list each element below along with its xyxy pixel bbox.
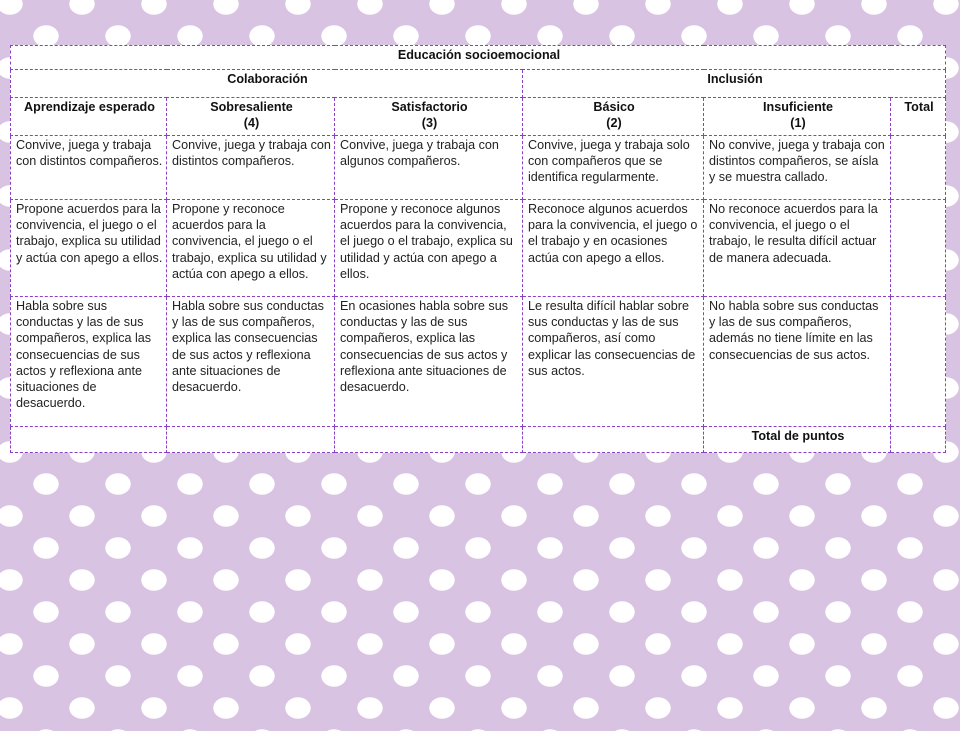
cell-basico: Reconoce algunos acuerdos para la convivencia, el juego o el trabajo y en ocasiones actúa con apego a ellos. [523, 200, 704, 297]
cell-basico: Convive, juega y trabaja solo con compañeros que se identifica regularmente. [523, 136, 704, 200]
cell-sobresaliente: Propone y reconoce acuerdos para la convivencia, el juego o el trabajo, explica su utilidad y actúa con apego a ellos. [167, 200, 335, 297]
cell-aprendizaje: Habla sobre sus conductas y las de sus compañeros, explica las consecuencias de sus actos y reflexiona ante situaciones de desacuerdo. [11, 297, 167, 427]
header-insuficiente-label: Insuficiente [763, 100, 833, 114]
header-sobresaliente-score: (4) [243, 116, 260, 131]
cell-empty [167, 427, 335, 453]
cell-satisfactorio: Convive, juega y trabaja con algunos compañeros. [335, 136, 523, 200]
header-aprendizaje-label: Aprendizaje esperado [24, 100, 155, 114]
rubric-table [10, 45, 946, 453]
group-header-colaboracion: Colaboración [11, 70, 523, 98]
header-satisfactorio-score: (3) [421, 116, 438, 131]
header-aprendizaje [11, 98, 167, 136]
cell-empty [11, 427, 167, 453]
header-basico [523, 98, 704, 136]
header-insuficiente [704, 98, 891, 136]
header-satisfactorio-label: Satisfactorio [391, 100, 468, 114]
cell-basico: Le resulta difícil hablar sobre sus conductas y las de sus compañeros, así como explicar las consecuencias de sus actos. [523, 297, 704, 427]
header-insuficiente-score: (1) [790, 116, 806, 131]
cell-sobresaliente: Convive, juega y trabaja con distintos compañeros. [167, 136, 335, 200]
cell-insuficiente: No habla sobre sus conductas y las de sus compañeros, además no tiene límite en las consecuencias de sus actos. [704, 297, 891, 427]
cell-satisfactorio: En ocasiones habla sobre sus conductas y las de sus compañeros, explica las consecuencias de sus actos y reflexiona ante situaciones de desacuerdo. [335, 297, 523, 427]
total-points-label: Total de puntos [704, 427, 891, 453]
header-basico-score: (2) [606, 116, 622, 131]
cell-empty [523, 427, 704, 453]
cell-empty [335, 427, 523, 453]
cell-satisfactorio: Propone y reconoce algunos acuerdos para la convivencia, el juego o el trabajo, explica su utilidad y actúa con apego a ellos. [335, 200, 523, 297]
cell-aprendizaje: Propone acuerdos para la convivencia, el juego o el trabajo, explica su utilidad y actúa con apego a ellos. [11, 200, 167, 297]
header-sobresaliente-label: Sobresaliente [210, 100, 293, 114]
table-title: Educación socioemocional [11, 46, 946, 70]
total-points-value [891, 427, 946, 453]
table-row [11, 136, 946, 200]
table-row [11, 200, 946, 297]
cell-total [891, 297, 946, 427]
header-sobresaliente [167, 98, 335, 136]
cell-aprendizaje: Convive, juega y trabaja con distintos compañeros. [11, 136, 167, 200]
cell-insuficiente: No reconoce acuerdos para la convivencia, el juego o el trabajo, le resulta difícil actuar de manera adecuada. [704, 200, 891, 297]
total-row [11, 427, 946, 453]
header-total: Total [891, 98, 946, 136]
cell-insuficiente: No convive, juega y trabaja con distintos compañeros, se aísla y se muestra callado. [704, 136, 891, 200]
group-header-inclusion: Inclusión [523, 70, 946, 98]
table-row [11, 297, 946, 427]
cell-total [891, 200, 946, 297]
cell-sobresaliente: Habla sobre sus conductas y las de sus compañeros, explica las consecuencias de sus actos y reflexiona ante situaciones de desacuerdo. [167, 297, 335, 427]
header-satisfactorio [335, 98, 523, 136]
cell-total [891, 136, 946, 200]
header-basico-label: Básico [593, 100, 635, 114]
